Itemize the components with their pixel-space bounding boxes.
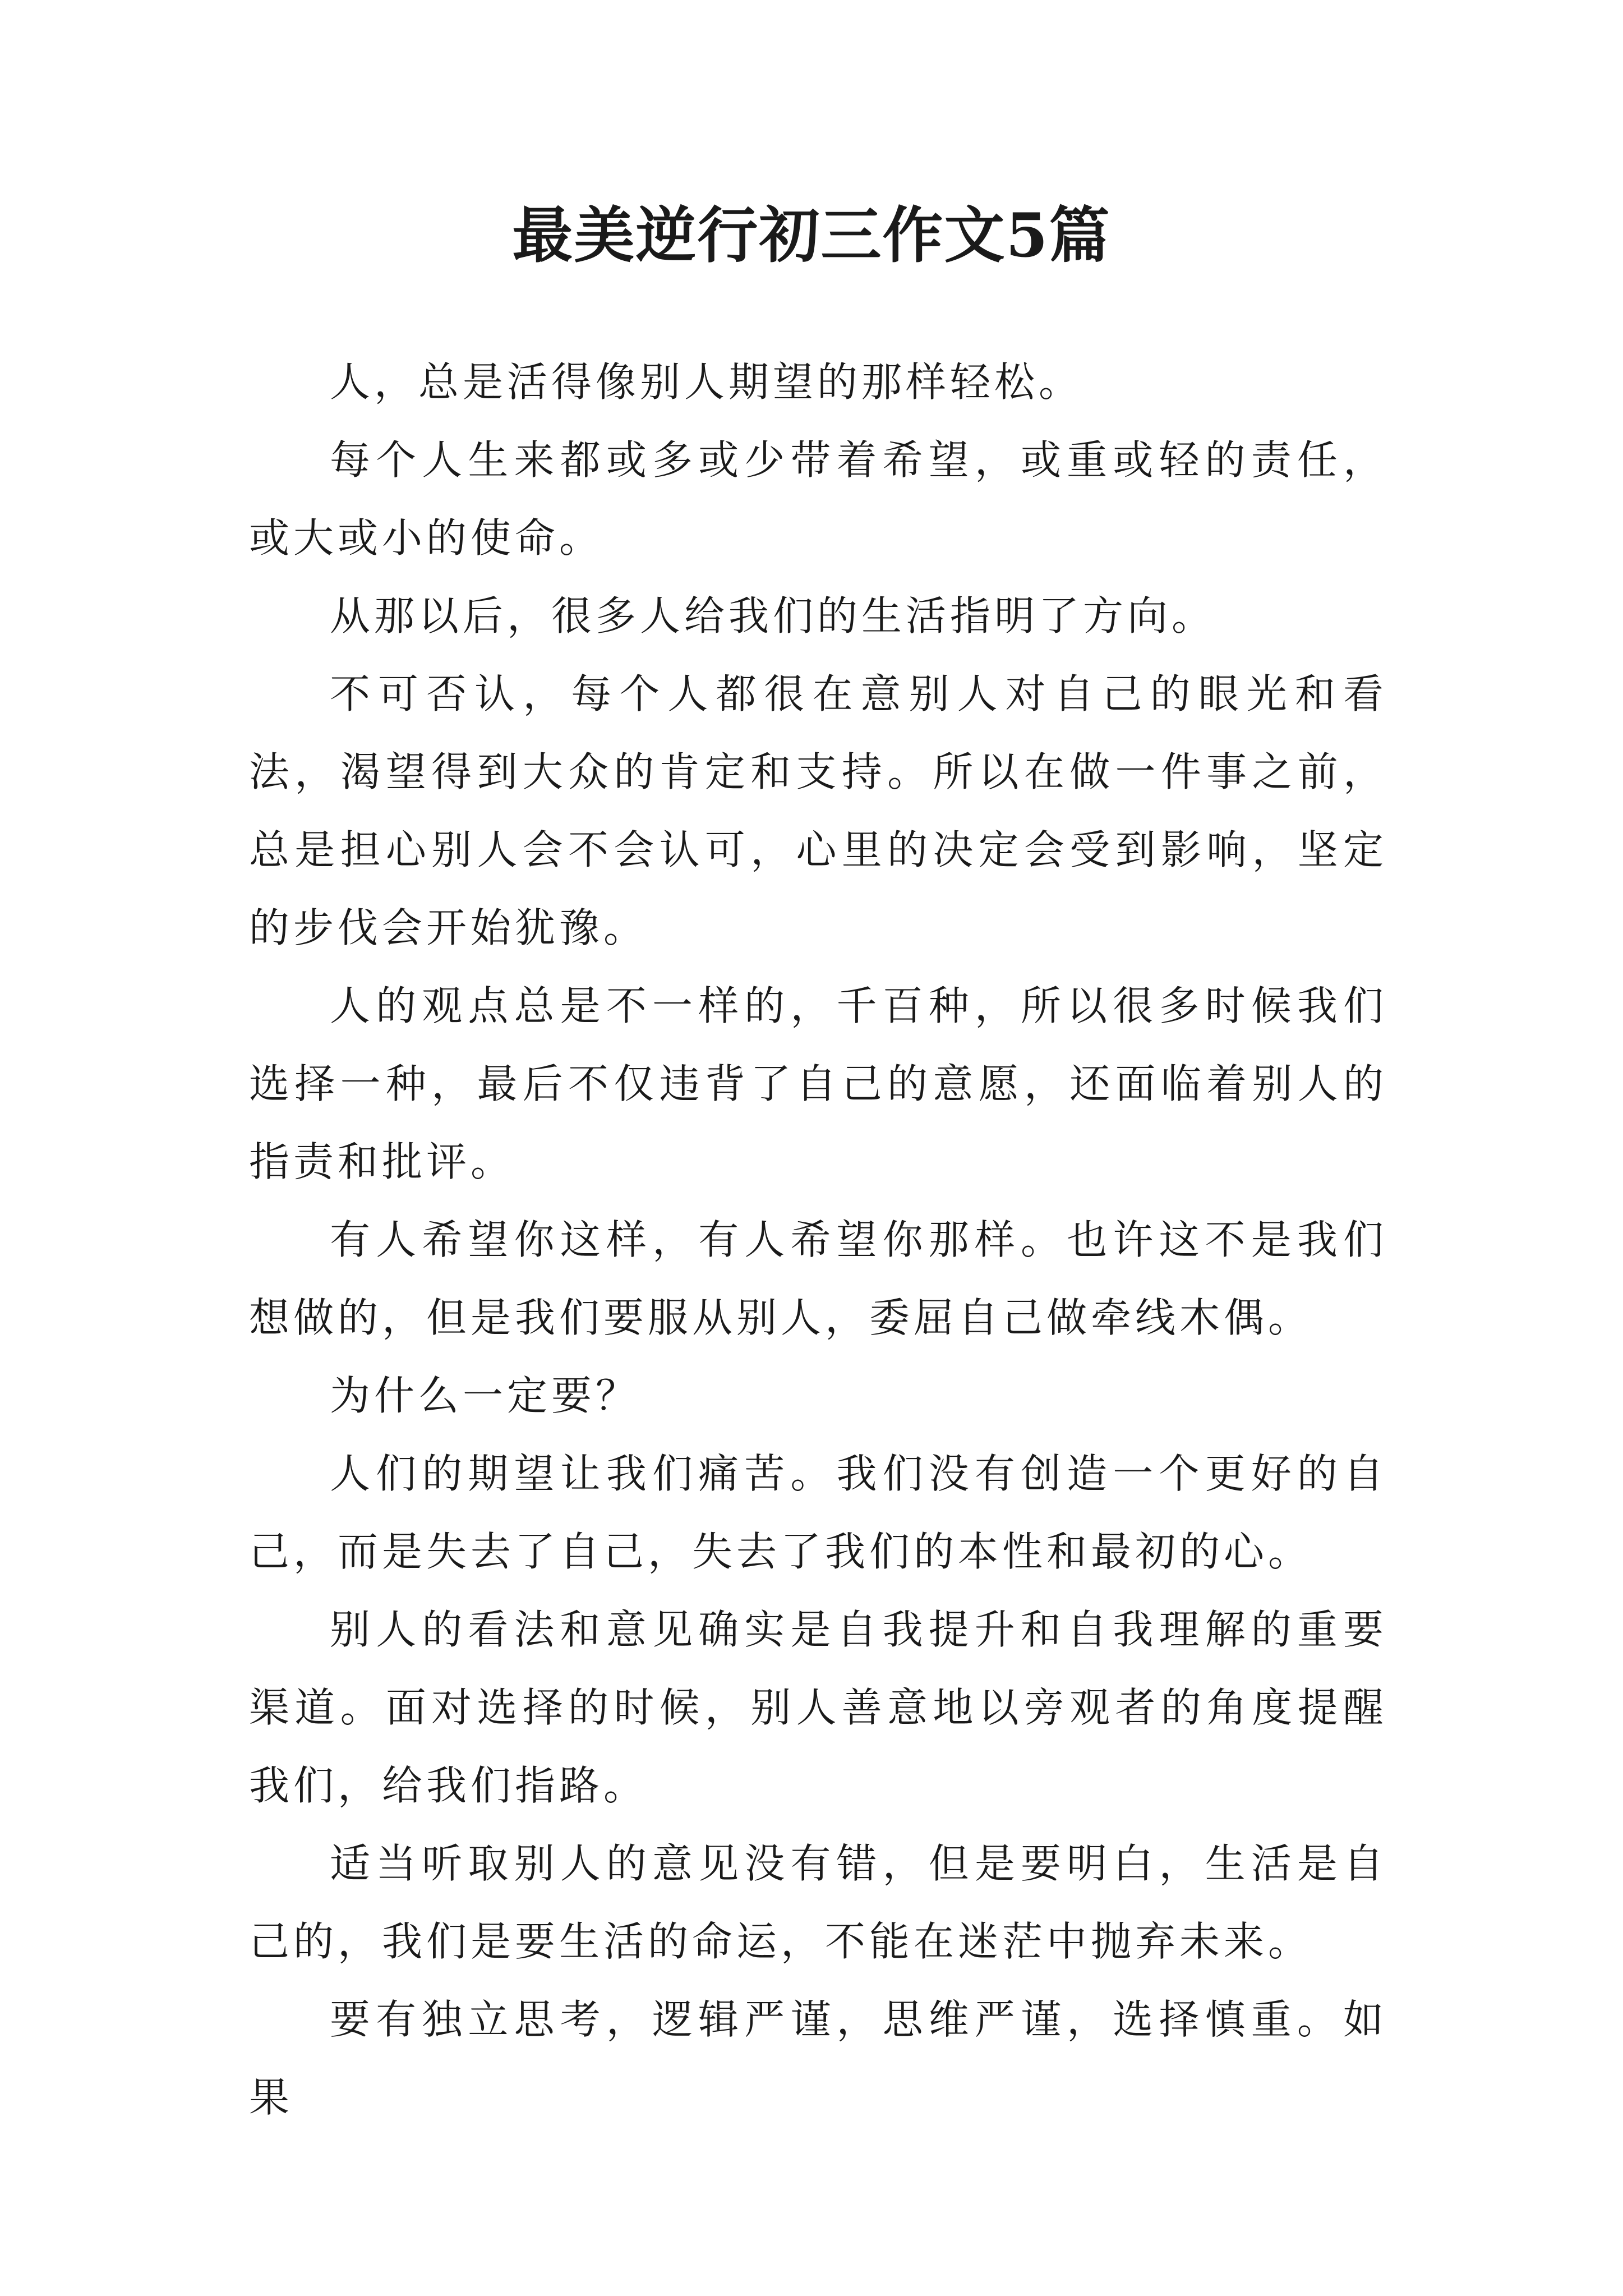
paragraph: 为什么一定要？ — [330, 1372, 640, 1419]
paragraph: 别人的看法和意见确实是自我提升和自我理解的重要渠道。面对选择的时候，别人善意地以旁观者的角度提醒我们，给我们指路。 — [249, 1606, 1387, 1809]
paragraph: 不可否认，每个人都很在意别人对自己的眼光和看法，渴望得到大众的肯定和支持。所以在做一件事之前，总是担心别人会不会认可，心里的决定会受到影响，坚定的步伐会开始犹豫。 — [249, 670, 1387, 951]
paragraph: 人们的期望让我们痛苦。我们没有创造一个更好的自己，而是失去了自己，失去了我们的本性和最初的心。 — [249, 1450, 1387, 1575]
paragraph: 人，总是活得像别人期望的那样轻松。 — [330, 358, 1083, 406]
paragraph: 从那以后，很多人给我们的生活指明了方向。 — [330, 592, 1216, 639]
paragraph: 适当听取别人的意见没有错，但是要明白，生活是自己的，我们是要生活的命运，不能在迷茫中抛弃未来。 — [249, 1840, 1387, 1965]
paragraph: 要有独立思考，逻辑严谨，思维严谨，选择慎重。如果 — [249, 1996, 1387, 2121]
paragraph: 人的观点总是不一样的，千百种，所以很多时候我们选择一种，最后不仅违背了自己的意愿，还面临着别人的指责和批评。 — [249, 982, 1387, 1185]
paragraph: 每个人生来都或多或少带着希望，或重或轻的责任，或大或小的使命。 — [249, 436, 1387, 562]
paragraph: 有人希望你这样，有人希望你那样。也许这不是我们想做的，但是我们要服从别人，委屈自己做牵线木偶。 — [249, 1216, 1387, 1341]
document-body — [249, 343, 1387, 2137]
document-title: 最美逆行初三作文5篇 — [512, 200, 1111, 271]
